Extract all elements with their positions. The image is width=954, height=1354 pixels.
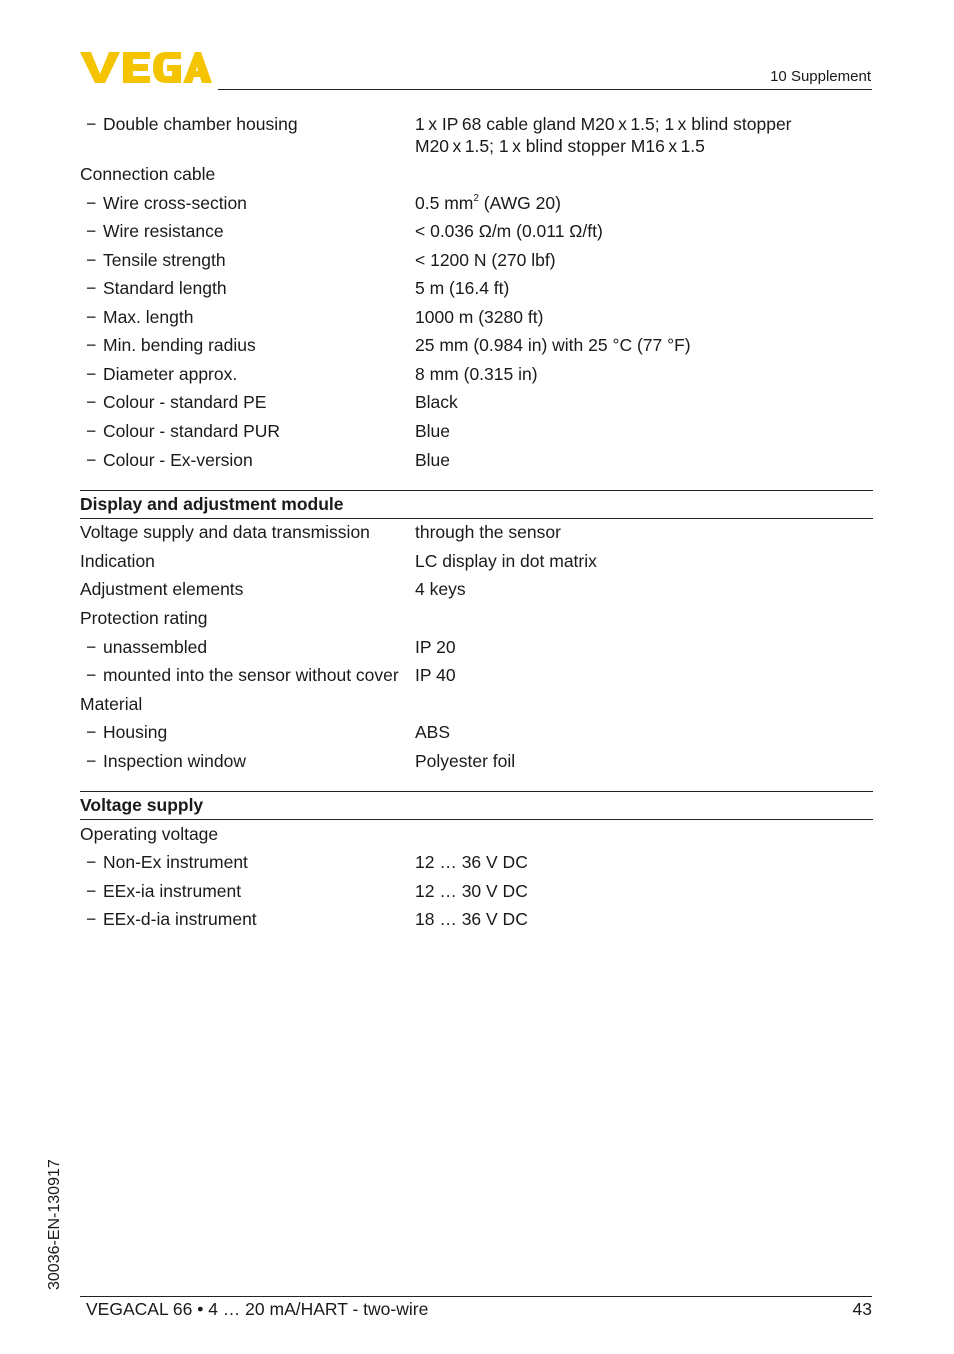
document-code: 30036-EN-130917 [46,1159,63,1290]
dash: − [86,114,97,134]
header-section-title: 10 Supplement [770,68,871,85]
footer-rule [80,1296,872,1297]
header-rule [218,89,872,90]
spec-value: 1 x IP 68 cable gland M20 x 1.5; 1 x blind stopper M20 x 1.5; 1 x blind stopper M16 x 1.5 [415,114,792,156]
footer-product: VEGACAL 66 • 4 … 20 mA/HART - two-wire [86,1299,429,1319]
vega-logo [80,50,212,84]
section-heading-display-module: Display and adjustment module [80,490,873,519]
page-number: 43 [852,1299,872,1319]
section-heading-voltage-supply: Voltage supply [80,791,873,820]
spec-label: − Double chamber housing [86,114,298,134]
